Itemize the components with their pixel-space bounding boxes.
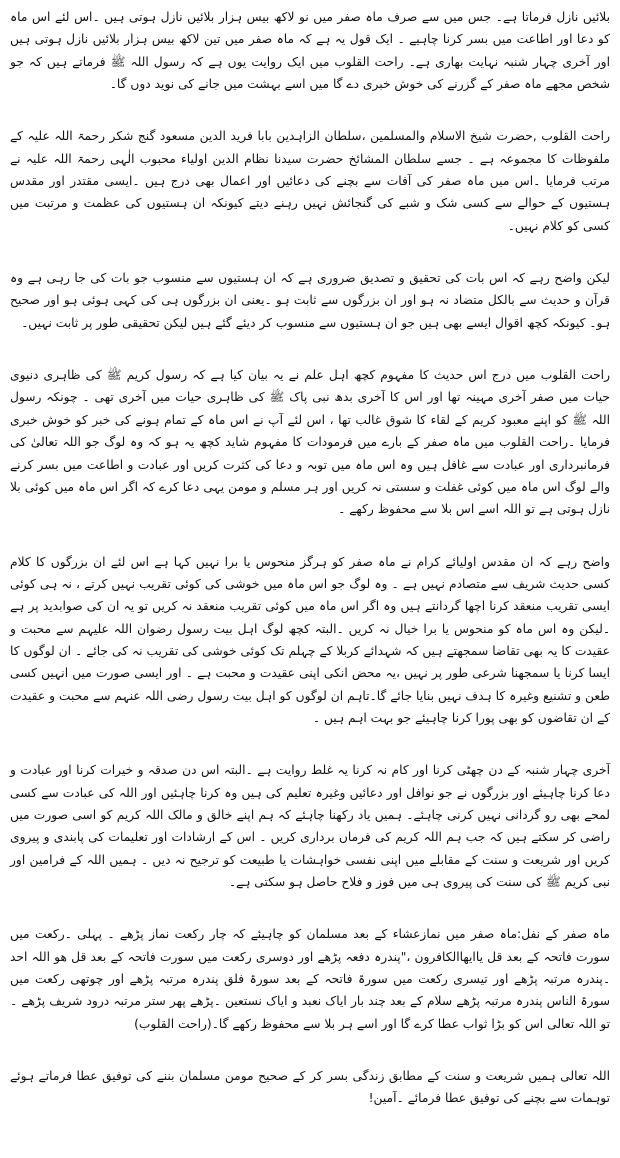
paragraph-closing-dua: اللہ تعالی ہمیں شریعت و سنت کے مطابق زندگی بسر کر کے صحیح مومن مسلمان بننے کی توفیق عطا فرماتے ہوئے توہمات سے بچنے کی توفیق عطا فرمائے ۔آمین! bbox=[10, 1069, 610, 1106]
article-body bbox=[10, 6, 610, 1110]
paragraph-verification-note: لیکن واضح رہے کہ اس بات کی تحقیق و تصدیق ضروری ہے کہ ان ہستیوں سے منسوب جو بات کی جا رہی ہے وہ قرآن و حدیث سے بالکل متضاد نہ ہو اور ان بزرگوں سے ثابت ہو ۔یعنی ان بزرگوں ہی کی کہی ہوئی ہو اور صحیح ہو۔ کیونکہ کچھ اقوال ایسے بھی ہیں جو ان ہستیوں سے منسوب کر دیئے گئے ہیں لیکن تحقیقی طور پر ثابت نہیں۔ bbox=[10, 271, 610, 330]
paragraph-safar-calamities: بلائیں نازل فرماتا ہے۔ جس میں سے صرف ماہ صفر میں نو لاکھ بیس ہزار بلائیں نازل ہوتی ہیں ۔اس لئے اس ماہ کو دعا اور اطاعت میں بسر کرنا چاہیے ۔ ایک قول یہ ہے کہ ماہ صفر میں تین لاکھ بیس ہزار بلائیں نازل ہوتی ہیں اور آخری چہار شنبہ نہایت بھاری ہے۔ راحت القلوب میں ایک روایت یوں ہے کہ رسول اللہ ﷺ فرماتے ہیں کہ جو شخص مجھے ماہ صفر کے گزرنے کی خوش خبری دے گا میں اسے بہشت میں جانے کی نوید دوں گا۔ bbox=[10, 10, 610, 92]
paragraph-hadith-meaning: راحت القلوب میں درج اس حدیث کا مفہوم کچھ اہل علم نے یہ بیان کیا ہے کہ رسول کریم ﷺ کی ظاہری دنیوی حیات میں صفر آخری مہینہ تھا اور اس کا آخری بدھ نبی پاک ﷺ کی ظاہری حیات میں آخری تھی ۔ چونکہ رسول اللہ ﷺ کو اپنے معبود کریم کے لقاء کا شوق غالب تھا ، اس لئے آپ نے اس ماہ کے تمام ہونے کی خبر کو خوش خبری فرمایا ۔راحت القلوب میں ماہ صفر کے بارے میں فرمودات کا مفہوم شاید کچھ یہ ہو کہ وہ لوگ جو اللہ تعالیٰ کی فرمانبرداری اور عبادت سے غافل ہیں وہ اس ماہ میں توبہ و دعا کی کثرت کریں اور عبادت و اطاعت میں بسر کرنے والے لوگ اس ماہ میں کوئی غفلت و سستی نہ کریں اور ہر مسلم و مومن یہی دعا کرے کہ اگر اس ماہ میں کوئی بلا نازل ہوتی ہے تو اللہ اسے اس بلا سے محفوظ رکھے ۔ bbox=[10, 368, 610, 517]
paragraph-last-wednesday: آخری چہار شنبہ کے دن چھٹی کرنا اور کام نہ کرنا یہ غلط روایت ہے ۔البتہ اس دن صدقہ و خیرات کرنا اور عبادت و دعا کرنا چاہیئے اور بزرگوں نے جو نوافل اور دعائیں وغیرہ تعلیم کی ہیں وہ کرنا چاہئیں اور اللہ کی عبادت سے کسی لمحے بھی رو گردانی نہیں کرنی چاہئے۔ ہمیں یاد رکھنا چاہئے کہ ہم اپنے خالق و مالک اللہ کریم کو اسی صورت میں راضی کر سکتے ہیں کہ جب ہم اللہ کریم کی فرماں برداری کریں ۔ اس کے ارشادات اور تعلیمات کی پابندی و پیروی کریں اور شریعت و سنت کے مقابلے میں اپنی نفسی خواہشات یا طبیعت کو ترجیح نہ دیں ۔ ہمیں اللہ کے فرامین اور نبی کریم ﷺ کی سنت کی پیروی ہی میں فوز و فلاح حاصل ہو سکتی ہے۔ bbox=[10, 763, 610, 889]
paragraph-rahat-ul-quloob-source: راحت القلوب ,حضرت شیخ الاسلام والمسلمین ،سلطان الزاہدین بابا فرید الدین مسعود گنج شکر رحمۃ اللہ علیہ کے ملفوظات کا مجموعہ ہے ۔ جسے سلطان المشائخ حضرت سیدنا نظام الدین اولیاء محبوب الٰہی رحمۃ اللہ علیہ نے مرتب فرمایا ۔اس میں ماہ صفر کی آفات سے بچنے کی دعائیں اور اعمال بھی درج ہیں ۔ایسی مقتدر اور مقدس ہستیوں کے حوالے سے کسی شک و شبے کی گنجائش نہیں رہنے دیتے کیونکہ ان ہستیوں کی عظمت و مرتبت میں کسی کو کلام نہیں۔ bbox=[10, 129, 610, 233]
paragraph-not-inauspicious: واضح رہے کہ ان مقدس اولیائے کرام نے ماہ صفر کو ہرگز منحوس یا برا نہیں کہا ہے اس لئے ان بزرگوں کا کلام کسی حدیث شریف سے متصادم نہیں ہے ۔ وہ لوگ جو اس ماہ میں خوشی کی کوئی تقریب نہیں کرتے ، نہ ہی کوئی ایسی تقریب منعقد کرنا اچھا گردانتے ہیں وہ اگر اس ماہ میں کوئی تقریب منعقد نہ کریں تو یہ ان کی صوابدید پر ہے ۔لیکن وہ اس ماہ کو منحوس یا برا خیال نہ کریں ۔البتہ کچھ لوگ اہل بیت رسول رضوان اللہ علیہم سے محبت و عقیدت کا یہ بھی تقاضا سمجھتے ہیں کہ شہدائے کربلا کے چہلم تک کوئی خوشی کی تقریب نہ کی جائے ۔ ان لوگوں کا ایسا کرنا یا سمجھنا شرعی طور پر نہیں ،یہ محض انکی اپنی عقیدت و محبت ہے ۔ اور ایسی صورت میں انہیں کسی طعن و تشنیع وغیرہ کا ہدف نہیں بنایا جائے گا۔تاہم ان لوگوں کو اہل بیت رسول رضی اللہ عنہم سے محبت و عقیدت کے ان تقاضوں کو بھی پورا کرنا چاہیئے جو بہت اہم ہیں ۔ bbox=[10, 554, 610, 725]
paragraph-safar-nawafil: ماہ صفر کے نفل:ماہ صفر میں نمازعشاء کے بعد مسلمان کو چاہیئے کہ چار رکعت نماز پڑھے ۔ پہلی ۔رکعت میں سورت فاتحہ کے بعد قل یاایھاالکافرون ،"پندرہ دفعہ پڑھے اور دوسری رکعت میں سورت فاتحہ کے بعد قل ھو اللہ احد ۔پندرہ مرتبہ پڑھے اور تیسری رکعت میں سورۃ فاتحہ کے بعد سورۃ فلق پندرہ مرتبہ پڑھے اور چوتھی رکعت میں سورۃ الناس پندرہ مرتبہ پڑھے سلام کے بعد چند بار ایاک نعبد و ایاک نستعین ۔پڑھے پھر ستر مرتبہ درود شریف پڑھے ۔تو اللہ تعالی اس کو بڑا ثواب عطا کرے گا اور اسے ہر بلا سے محفوظ رکھے گا۔(راحت القلوب) bbox=[10, 927, 610, 1031]
